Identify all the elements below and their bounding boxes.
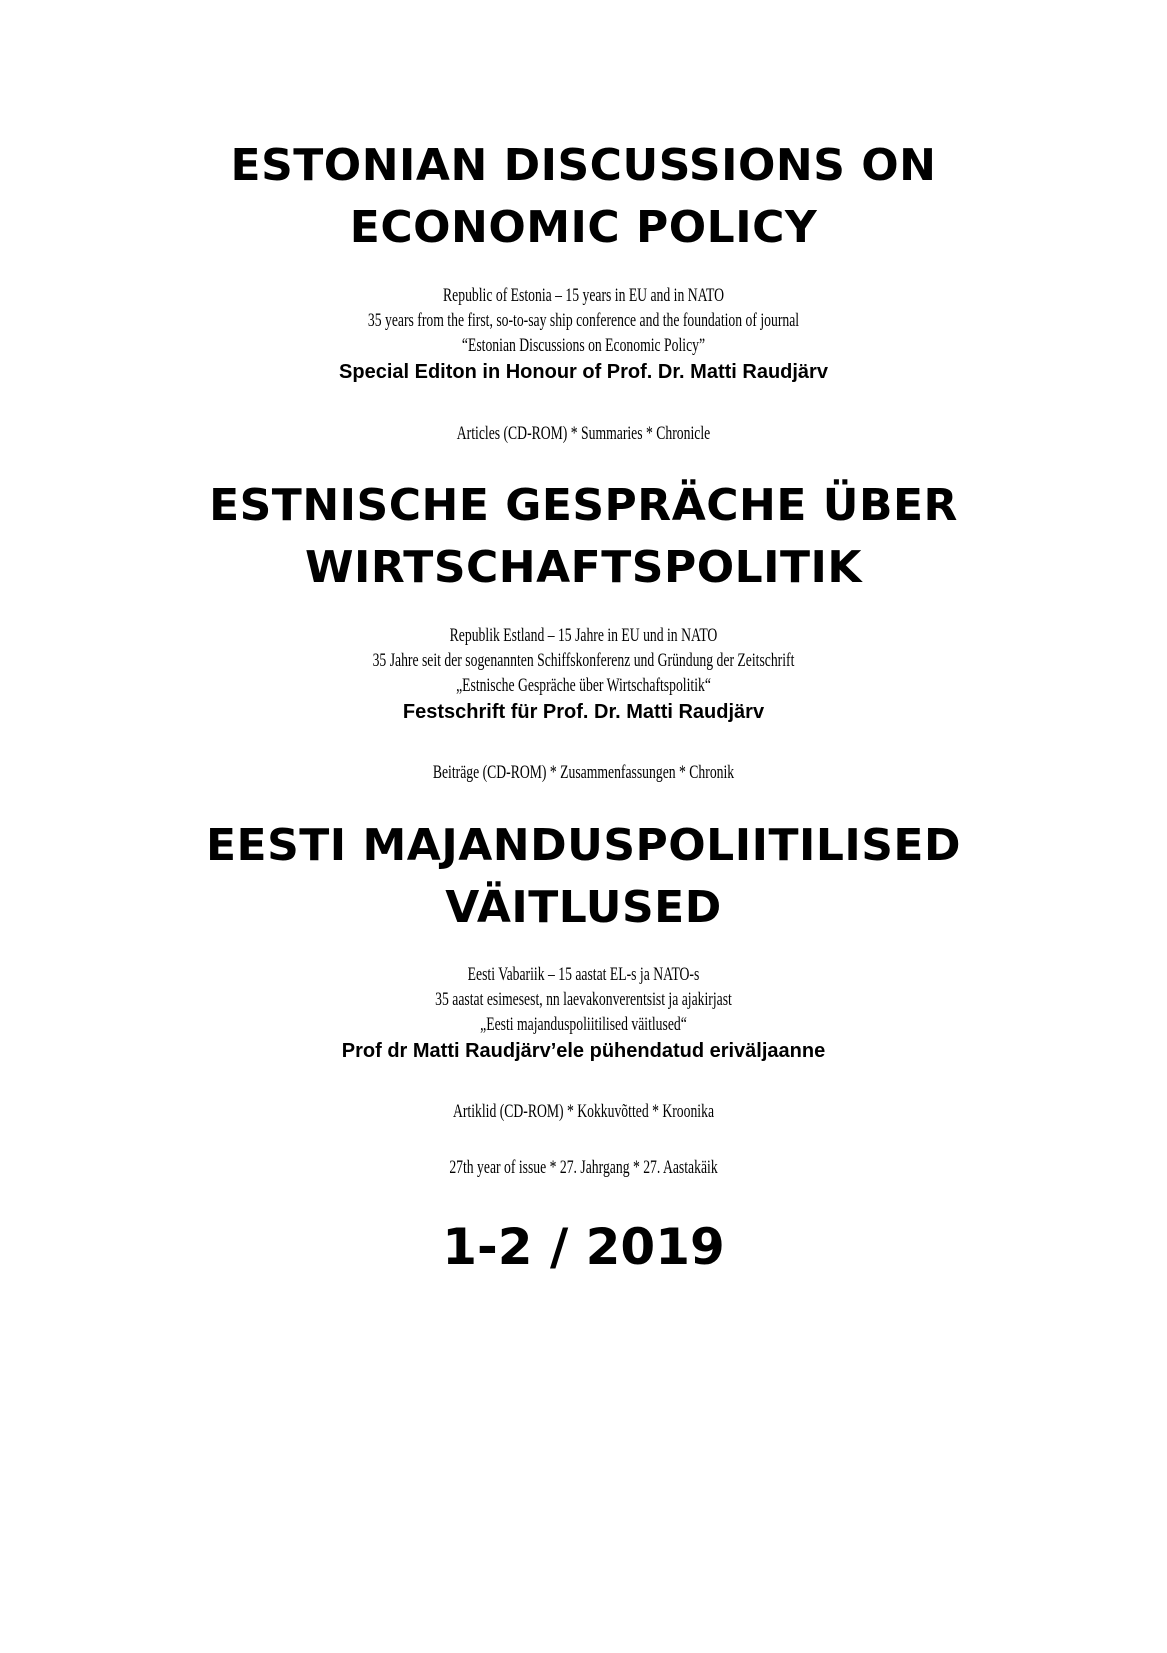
german-section	[0, 475, 1167, 599]
english-subtitle-line-3: “Estonian Discussions on Economic Policy”	[461, 335, 706, 356]
german-subtitle-line-3: „Estnische Gespräche über Wirtschaftspolitik“	[456, 675, 711, 696]
english-section	[0, 135, 1167, 259]
german-festschrift: Festschrift für Prof. Dr. Matti Raudjärv	[402, 701, 765, 723]
estonian-contents	[0, 1100, 1167, 1124]
estonian-special-edition: Prof dr Matti Raudjärv’ele pühendatud eriväljaanne	[341, 1040, 826, 1062]
estonian-section	[0, 815, 1167, 939]
year-of-issue-line: 27th year of issue * 27. Jahrgang * 27. Aastakäik	[449, 1157, 718, 1178]
issue-number-text: 1-2 / 2019	[442, 1218, 725, 1276]
german-title-line-2: WIRTSCHAFTSPOLITIK	[305, 542, 862, 593]
estonian-subtitle-line-1: Eesti Vabariik – 15 aastat EL-s ja NATO-s	[467, 964, 700, 985]
estonian-subtitle-block	[0, 962, 1167, 1065]
issue-number	[0, 1217, 1167, 1277]
estonian-contents-line: Artiklid (CD-ROM) * Kokkuvõtted * Kroonika	[452, 1101, 715, 1122]
english-contents-line: Articles (CD-ROM) * Summaries * Chronicle	[456, 423, 711, 444]
estonian-title-line-2: VÄITLUSED	[445, 882, 722, 933]
english-subtitle-line-2: 35 years from the first, so-to-say ship conference and the foundation of journal	[367, 310, 800, 331]
year-of-issue	[0, 1156, 1167, 1180]
english-title-line-1: ESTONIAN DISCUSSIONS ON	[230, 140, 937, 191]
english-subtitle-line-1: Republic of Estonia – 15 years in EU and in NATO	[443, 285, 724, 306]
estonian-title-line-1: EESTI MAJANDUSPOLIITILISED	[205, 820, 962, 871]
german-subtitle-block	[0, 623, 1167, 726]
estonian-subtitle-line-3: „Eesti majanduspoliitilised väitlused“	[480, 1014, 687, 1035]
german-subtitle-line-1: Republik Estland – 15 Jahre in EU und in NATO	[449, 625, 718, 646]
english-contents	[0, 422, 1167, 446]
english-subtitle-block	[0, 283, 1167, 386]
english-title-line-2: ECONOMIC POLICY	[349, 202, 818, 253]
estonian-subtitle-line-2: 35 aastat esimesest, nn laevakonverentsist ja ajakirjast	[435, 989, 732, 1010]
english-special-edition: Special Editon in Honour of Prof. Dr. Matti Raudjärv	[339, 361, 828, 383]
german-title-line-1: ESTNISCHE GESPRÄCHE ÜBER	[209, 480, 958, 531]
german-subtitle-line-2: 35 Jahre seit der sogenannten Schiffskonferenz und Gründung der Zeitschrift	[372, 650, 795, 671]
german-contents-line: Beiträge (CD-ROM) * Zusammenfassungen * Chronik	[432, 762, 735, 783]
german-contents	[0, 761, 1167, 785]
